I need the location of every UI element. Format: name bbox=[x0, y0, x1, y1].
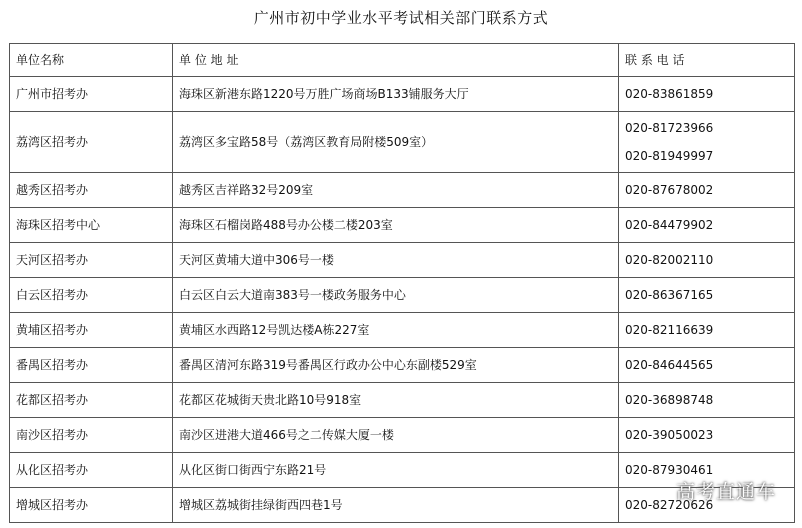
unit-name-cell: 南沙区招考办 bbox=[10, 418, 173, 453]
page-title: 广州市初中学业水平考试相关部门联系方式 bbox=[253, 9, 549, 27]
unit-name-cell: 广州市招考办 bbox=[10, 77, 173, 112]
unit-name-cell: 花都区招考办 bbox=[10, 383, 173, 418]
address-cell: 黄埔区水西路12号凯达楼A栋227室 bbox=[173, 313, 619, 348]
phone-cell bbox=[619, 418, 795, 453]
address-cell: 白云区白云大道南383号一楼政务服务中心 bbox=[173, 278, 619, 313]
phone-cell bbox=[619, 348, 795, 383]
address-cell: 番禺区清河东路319号番禺区行政办公中心东副楼529室 bbox=[173, 348, 619, 383]
unit-name-cell: 天河区招考办 bbox=[10, 243, 173, 278]
phone-number: 020-84644565 bbox=[625, 358, 714, 372]
phone-number: 020-83861859 bbox=[625, 87, 714, 101]
phone-cell bbox=[619, 383, 795, 418]
phone-number: 020-87930461 bbox=[625, 463, 714, 477]
table-row bbox=[10, 208, 795, 243]
table-row bbox=[10, 348, 795, 383]
unit-name-cell: 荔湾区招考办 bbox=[10, 112, 173, 173]
header-phone: 联 系 电 话 bbox=[619, 44, 795, 77]
table-row bbox=[10, 278, 795, 313]
phone-number: 020-39050023 bbox=[625, 428, 714, 442]
phone-number: 020-81723966 bbox=[625, 121, 714, 135]
phone-number: 020-86367165 bbox=[625, 288, 714, 302]
phone-number: 020-82720626 bbox=[625, 498, 714, 512]
phone-number: 020-81949997 bbox=[625, 149, 714, 163]
phone-cell bbox=[619, 77, 795, 112]
unit-name-cell: 番禺区招考办 bbox=[10, 348, 173, 383]
address-cell: 越秀区吉祥路32号209室 bbox=[173, 173, 619, 208]
table-header-row bbox=[10, 44, 795, 77]
address-cell: 荔湾区多宝路58号（荔湾区教育局附楼509室） bbox=[173, 112, 619, 173]
address-cell: 增城区荔城街挂绿街西四巷1号 bbox=[173, 488, 619, 523]
address-cell: 花都区花城街天贵北路10号918室 bbox=[173, 383, 619, 418]
address-cell: 海珠区石榴岗路488号办公楼二楼203室 bbox=[173, 208, 619, 243]
table-row bbox=[10, 313, 795, 348]
table-row bbox=[10, 418, 795, 453]
phone-number: 020-87678002 bbox=[625, 183, 714, 197]
table-row bbox=[10, 383, 795, 418]
phone-number: 020-84479902 bbox=[625, 218, 714, 232]
phone-cell bbox=[619, 278, 795, 313]
phone-number: 020-82116639 bbox=[625, 323, 714, 337]
phone-cell bbox=[619, 313, 795, 348]
table-row bbox=[10, 77, 795, 112]
table-row bbox=[10, 173, 795, 208]
address-cell: 从化区街口街西宁东路21号 bbox=[173, 453, 619, 488]
contact-table bbox=[9, 43, 795, 523]
header-unit-name: 单位名称 bbox=[10, 44, 173, 77]
watermark: 高考直通车 bbox=[675, 481, 776, 503]
unit-name-cell: 从化区招考办 bbox=[10, 453, 173, 488]
address-cell: 海珠区新港东路1220号万胜广场商场B133铺服务大厅 bbox=[173, 77, 619, 112]
unit-name-cell: 增城区招考办 bbox=[10, 488, 173, 523]
address-cell: 天河区黄埔大道中306号一楼 bbox=[173, 243, 619, 278]
phone-cell bbox=[619, 243, 795, 278]
unit-name-cell: 白云区招考办 bbox=[10, 278, 173, 313]
table-row bbox=[10, 112, 795, 173]
unit-name-cell: 黄埔区招考办 bbox=[10, 313, 173, 348]
unit-name-cell: 海珠区招考中心 bbox=[10, 208, 173, 243]
phone-cell bbox=[619, 173, 795, 208]
unit-name-cell: 越秀区招考办 bbox=[10, 173, 173, 208]
phone-number: 020-36898748 bbox=[625, 393, 714, 407]
address-cell: 南沙区进港大道466号之二传媒大厦一楼 bbox=[173, 418, 619, 453]
phone-cell bbox=[619, 208, 795, 243]
table-row bbox=[10, 243, 795, 278]
header-address: 单 位 地 址 bbox=[173, 44, 619, 77]
phone-number: 020-82002110 bbox=[625, 253, 714, 267]
phone-cell bbox=[619, 112, 795, 173]
